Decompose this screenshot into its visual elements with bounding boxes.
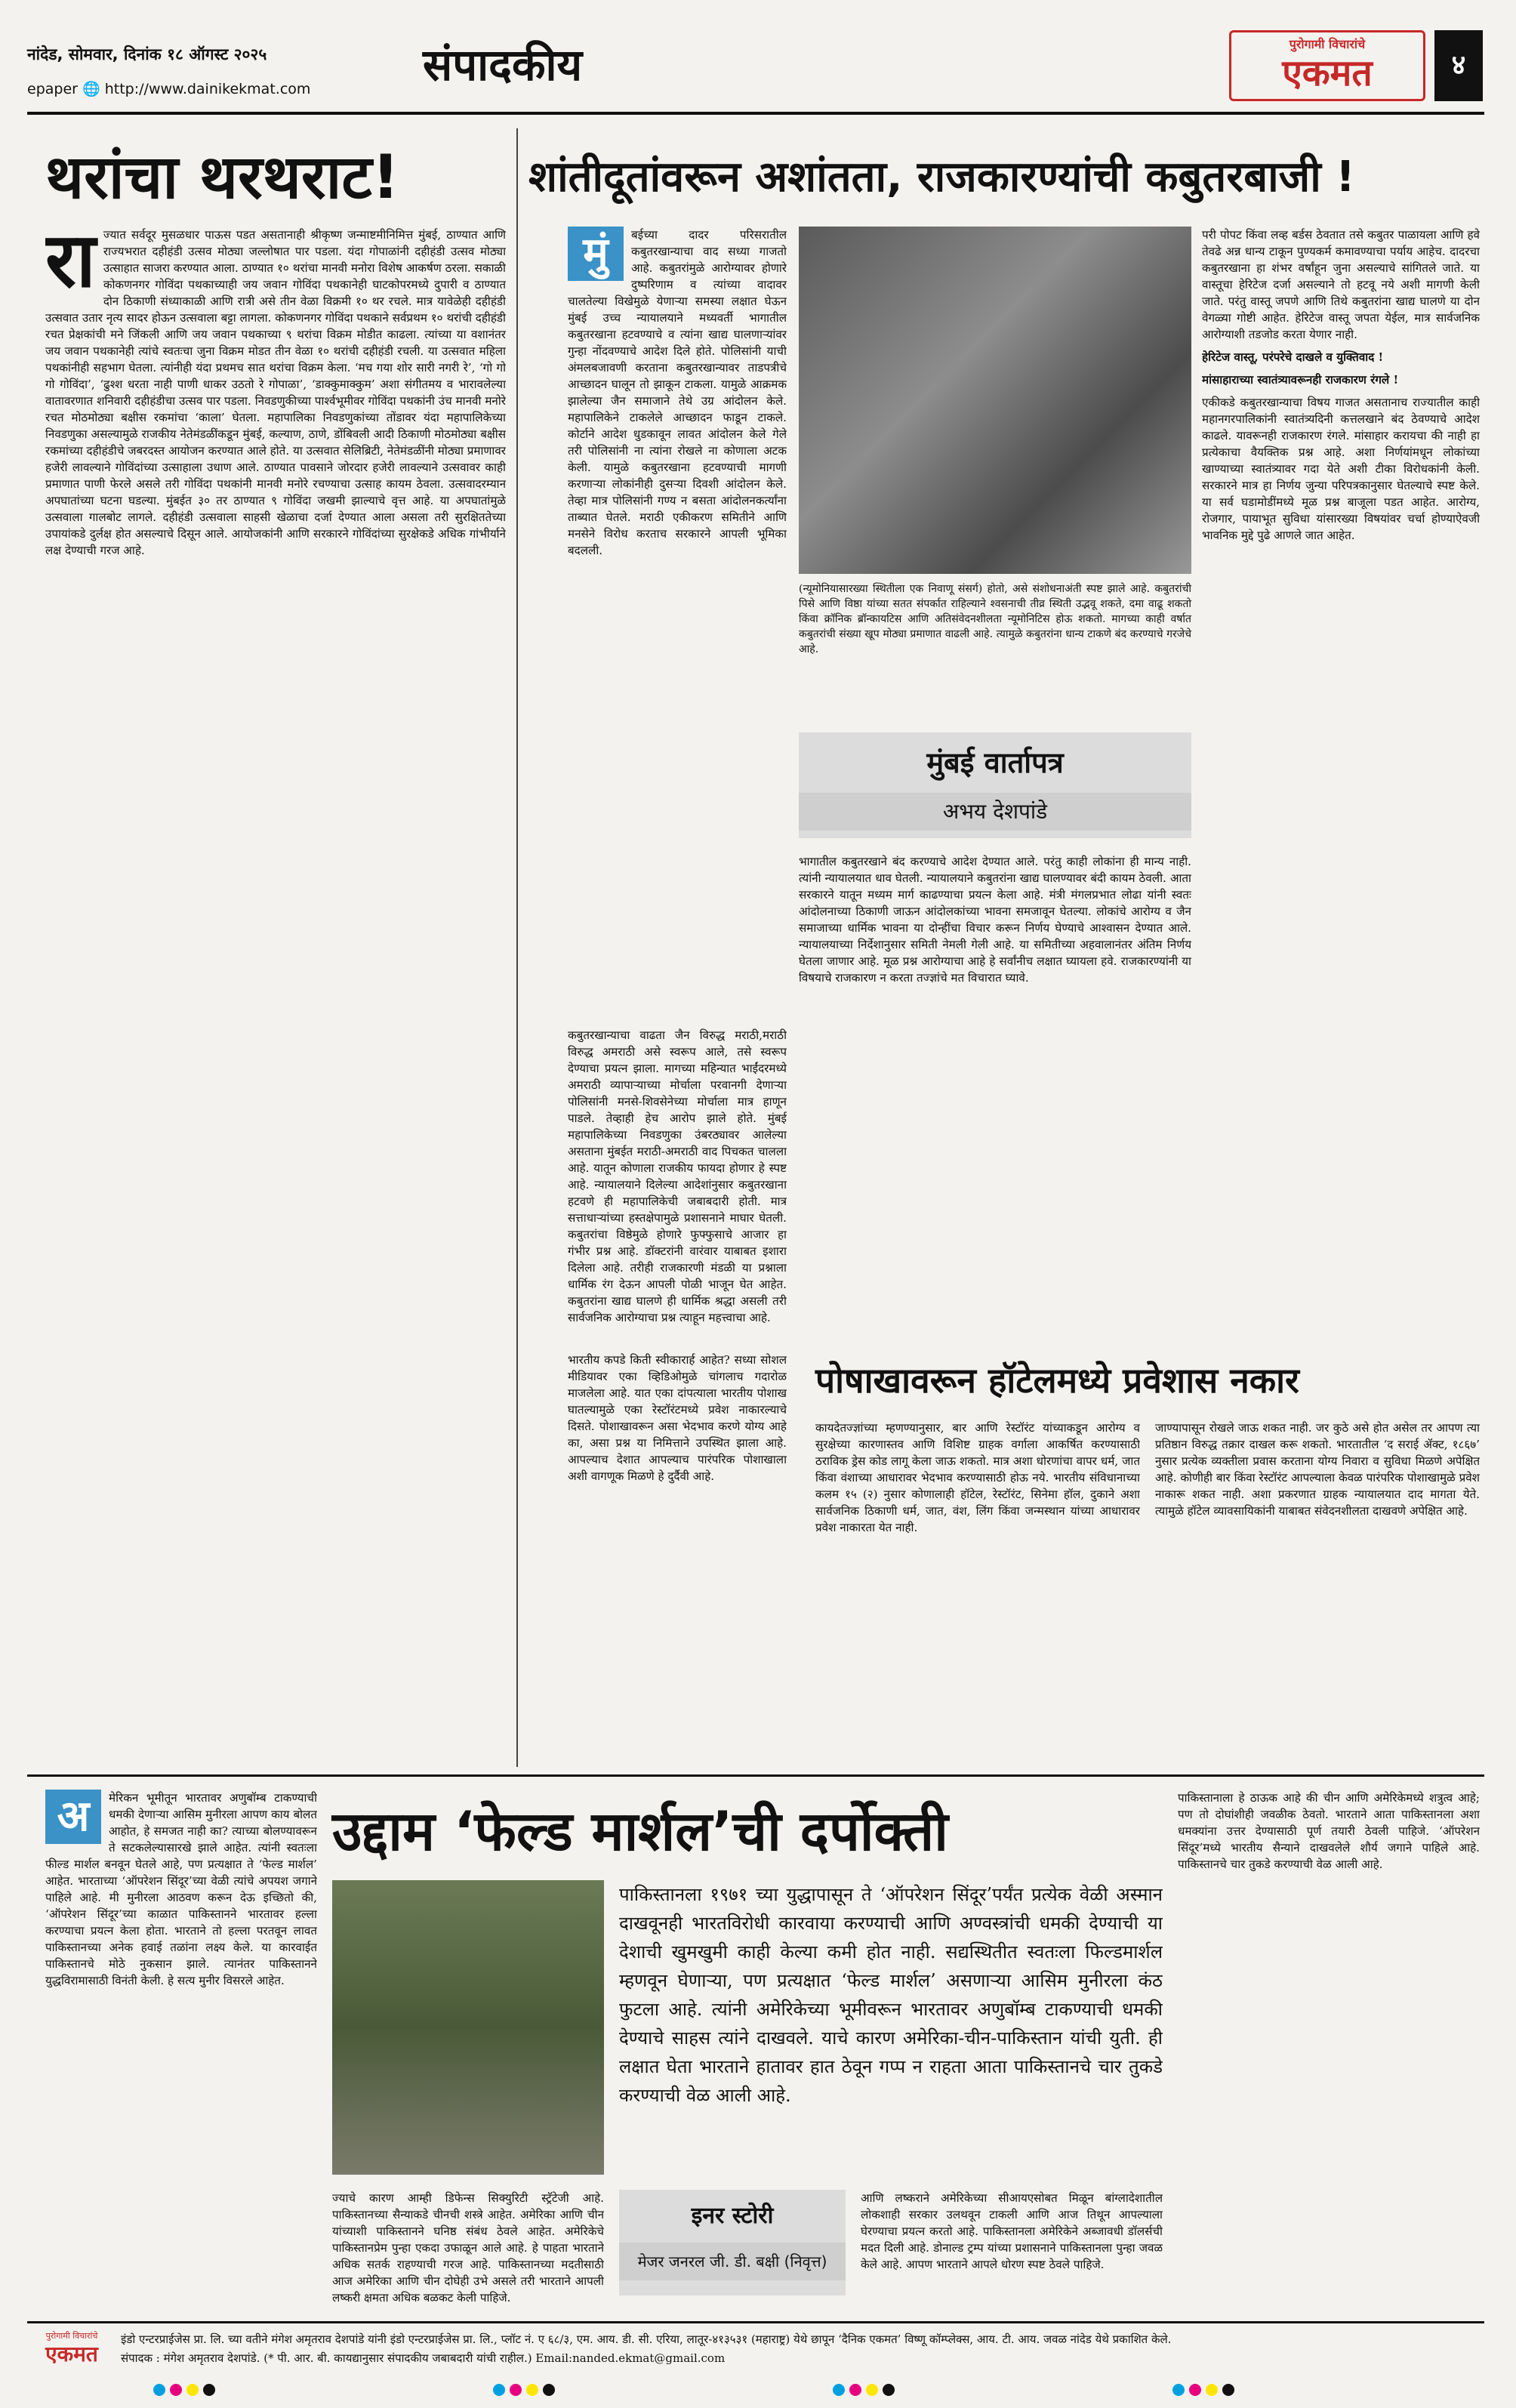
logo-name: एकमत [1282,52,1373,94]
editorial1-headline: थरांचा थरथराट! [45,142,400,212]
article4-intro [45,1790,317,2311]
editorial2-col4b-text: एकीकडे कबुतरखान्याचा विषय गाजत असतानाच राज्यातील काही महानगरपालिकांनी स्वातंत्र्यदिनी कत्तलखाने बंद ठेवण्याचे आदेश काढले. यावरूनही राजकारण रंगले. मांसाहार करायचा की नाही हा प्रत्येकाचा वैयक्तिक प्रश्न आहे. अशा निर्णयांमधून लोकांच्या खाण्याच्या स्वातंत्र्यावर गदा येते अशी टीका विरोधकांनी केली. सरकारने मात्र हा निर्णय जुन्या परिपत्रकानुसार घेतल्याचे स्पष्ट केले. या सर्व घडामोडींमध्ये मूळ प्रश्न बाजूला पडत आहेत. आरोग्य, रोजगार, पायाभूत सुविधा यांसारख्या विषयांवर चर्चा होण्याऐवजी भावनिक मुद्दे पुढे आणले जात आहेत. [1202,396,1480,542]
editorial2-col3-text: भागातील कबुतरखाने बंद करण्याचे आदेश देण्यात आले. परंतु काही लोकांना ही मान्य नाही. त्यांनी न्यायालयात धाव घेतली. न्यायालयाने कबुतरांना खाद्य घालण्यावर बंदी कायम ठेवली. आता सरकारने यातून मध्यम मार्ग काढण्याचा प्रयत्न केला आहे. मंत्री मंगलप्रभात लोढा यांनी स्वतः आंदोलनाच्या ठिकाणी जाऊन आंदोलकांच्या भावना समजावून घेतल्या. लोकांचे आरोग्य व जैन समाजाच्या धार्मिक भावना या दोन्हींचा विचार करून निर्णय घेण्याचे आश्वासन देण्यात आले. न्यायालयाच्या निर्देशानुसार समिती नेमली गेली आहे. या समितीच्या अहवालानंतर अंतिम निर्णय घेतला जाणार आहे. मूळ प्रश्न आरोग्याचा आहे हे सर्वांनीच लक्षात घ्यायला हवे. राजकारण्यांनी या विषयाचे राजकारण न करता तज्ज्ञांचे मत विचारात घ्यावे. [799,855,1191,985]
article4-col2: ज्याचे कारण आम्ही डिफेन्स सिक्युरिटी स्ट्रॅटेजी आहे. पाकिस्तानच्या सैन्याकडे चीनची शस्त्रे आहेत. अमेरिका आणि चीन यांच्याशी पाकिस्तानने घनिष्ठ संबंध ठेवले आहेत. अमेरिकेचे पाकिस्तानप्रेम पुन्हा एकदा उफाळून आले आहे. हे पाहता भारताने अधिक सतर्क राहण्याची गरज आहे. पाकिस्तानच्या मदतीसाठी आज अमेरिका आणि चीन दोघेही उभे असले तरी भारताने आपली लष्करी क्षमता अधिक बळकट केली पाहिजे. [332,2191,604,2305]
article4-intro-text: मेरिकन भूमीतून भारतावर अणुबॉम्ब टाकण्याची धमकी देणाऱ्या आसिम मुनीरला आपण काय बोलत आहोत, हे समजत नाही का? त्याच्या बोलण्यावरून ते सटकलेल्यासारखे झाले आहेत. त्यांनी स्वतःला फील्ड मार्शल बनवून घेतले आहे, पण प्रत्यक्षात ते ‘फेल्ड मार्शल’ आहेत. भारताच्या ‘ऑपरेशन सिंदूर’च्या वेळी त्यांचे अपयश जगाने पाहिले आहे. [45,1791,317,1904]
footer-logo [30,2330,113,2373]
editorial1-text: ज्यात सर्वदूर मुसळधार पाऊस पडत असतानाही श्रीकृष्ण जन्माष्टमीनिमित्त मुंबई, ठाण्यात आणि राज्यभरात दहीहंडी उत्सव मोठ्या जल्लोषात पार पडला. यंदा गोपाळांनी दहीहंडी उत्सव मोठ्या उत्साहात साजरा करण्यात आला. ठाण्यात १० थरांचा मानवी मनोरा विशेष आकर्षण ठरला. सकाळी कोकणनगर गोविंदा पथकाच्याही जय जवान गोविंदा पथकानेही घाटकोपरमध्ये दुपारी व ठाण्यात दोन ठिकाणी संध्याकाळी आणि रात्री असे तीन वेळा विक्रमी १० थर रचले. मात्र यावेळेही दहीहंडी उत्सवात उतार नृत्य सादर होऊन उत्सवाला बट्टा लागला. कोकणनगर गोविंदा पथकाने सर्वप्रथम १० थरांची दहीहंडी रचत प्रेक्षकांची मने जिंकली आणि जय जवान पथकाच्या ९ थरांचा विक्रम मोडीत काढला. त्यांच्या या वशानंतर जय जवान पथकानेही त्यांचे स्वतःचा जुना विक्रम मोडत तीन वेळा १० थरांची दहीहंडी रचली. या उत्सवात महिला पथकांनीही सहभाग घेतला. त्यांनीही यंदा प्रथमच सात थरांचा विक्रम केला. ‘मच गया शोर सारी नगरी रे’, ‘गो गो गो गोविंदा’, ‘ढुश्श धरता नाही पाणी धाकर उठतो रे गोपाळा’, ‘डाक्कुमाक्कुम’ अशा संगीतमय व भारावलेल्या वातावरणात शनिवारी दहीहंडीचा उत्सव पार पडला. निवडणुकीच्या पार्श्वभूमीवर गोविंदा पथकांनी उंच मानवी मनोरे रचत मोठमोठ्या बक्षीस रकमांचा ‘काला’ घेतला. महापालिका निवडणुकांच्या तोंडावर यंदा महापालिकेच्या निवडणुका असल्यामुळे राजकीय नेतेमंडळींकडून मुंबई, कल्याण, ठाणे, डोंबिवली आदी ठिकाणी मोठमोठ्या बक्षीस रकमांच्या दहीहंडीचे जबरदस्त आयोजन करण्यात आले होते. या उत्सवात सेलिब्रिटी, नेतेमंडळींनी मोठ्या प्रमाणावर हजेरी लावल्याने गोविंदांच्या उत्साहाला उधाण आले. ठाण्यात पावसाने जोरदार हजेरी लावल्याने उत्सवावर काही प्रमाणात पाणी फेरले असले तरी गोविंदा पथकांनी मानवी मनोरे रचण्याचा उत्साह कायम ठेवला. उत्सवादरम्यान अपघातांच्या घटना घडल्या. मुंबईत ३० तर ठाण्यात ९ गोविंदा जखमी झाल्याचे वृत्त आहे. या अपघातांमुळे उत्सवाला गालबोट लागले. दहीहंडी उत्सवाला साहसी खेळाचा दर्जा देण्यात आला असला तरी सुरक्षिततेच्या उपायांकडे दुर्लक्ष होत असल्याचे दिसून आले. आयोजकांनी आणि सरकारने गोविंदांच्या सुरक्षेकडे अधिक गांभीर्याने लक्ष देण्याची गरज आहे. [45,228,506,557]
photo-caption: (न्यूमोनियासारख्या स्थितीला एक निवाणू संसर्ग) होतो, असे संशोधनाअंती स्पष्ट झाले आहे. कबुतरांची पिसे आणि विष्ठा यांच्या सतत संपर्कात राहिल्याने श्वसनाची तीव्र स्थिती उद्भवू शकते, दमा वाढू शकतो किंवा क्रॉनिक ब्रॉन्कायटिस आणि अतिसंवेदनशीलता न्यूमोनिटिस होऊ शकतो. मागच्या काही वर्षात कबुतरांची संख्या खूप मोठ्या प्रमाणात वाढली आहे. त्यामुळे कबुतरांना धान्य टाकणे बंद करण्याचे गरजेचे आहे. [799,583,1191,655]
col4-subheading2: मांसाहाराच्या स्वातंत्र्यावरूनही राजकारण रंगले ! [1202,373,1399,387]
footer-line1: इंडो एन्टरप्राईजेस प्रा. लि. च्या वतीने मंगेश अमृतराव देशपांडे यांनी इंडो एन्टरप्राईजेस प्रा. लि., प्लॉट नं. ए ६८/३, एम. आय. डी. सी. एरिया, लातूर-४१३५३१ (महाराष्ट्र) येथे छापून ‘दैनिक एकमत’ विष्णू कॉम्प्लेक्स, आय. टी. आय. जवळ नांदेड येथे प्रकाशित केले. [121,2332,1172,2346]
article3-col2: जाण्यापासून रोखले जाऊ शकत नाही. जर कुठे असे होत असेल तर आपण त्या प्रतिष्ठान विरुद्ध तक्रार दाखल करू शकतो. भारतातील ‘द सराई ॲक्ट, १८६७’ नुसार प्रत्येक व्यक्तीला प्रवास करताना योग्य निवारा व सुविधा मिळणे अपेक्षित आहे. कोणीही बार किंवा रेस्टॉरंट आपल्याला केवळ पारंपरिक पोशाखामुळे प्रवेश नाकारू शकत नाही. अशा प्रकरणात ग्राहक न्यायालयात दाद मागता येते. त्यामुळे हॉटेल व्यावसायिकांनी याबाबत संवेदनशीलता दाखवणे अपेक्षित आहे. [1155,1421,1480,1518]
article3-lead: भारतीय कपडे किती स्वीकारार्ह आहेत? सध्या सोशल मीडियावर एका व्हिडिओमुळे चांगलाच गदारोळ माजलेला आहे. यात एका दांपत्याला भारतीय पोशाख घातल्यामुळे एका रेस्टॉरंटमध्ये प्रवेश नाकारल्याचे दिसते. पोशाखावरून असा भेदभाव करणे योग्य आहे का, असा प्रश्न या निमित्ताने उपस्थित झाला आहे. आपल्याच देशात आपल्याच पारंपरिक पोशाखाला अशी वागणूक मिळणे हे दुर्दैवी आहे. [568,1353,787,1483]
column-divider [516,128,518,1767]
registration-marks [151,2382,1434,2399]
editorial2-col1-text: बईच्या दादर परिसरातील कबुतरखान्याचा वाद सध्या गाजतो आहे. कबुतरांमुळे आरोग्यावर होणारे दुष्परिणाम व त्यांच्या वादावर चालतेल्या विखेमुळे येणाऱ्या समस्या लक्षात घेऊन मुंबई उच्च न्यायालयाने मध्यवर्ती भागातील कबुतरखाना हटवण्याचे व त्यांना खाद्य घालणाऱ्यांवर गुन्हा नोंदवण्याचे आदेश दिले होते. पोलिसांनी याची अंमलबजावणी करताना कबुतरखान्यावर ताडपत्रीचे आच्छादन घालून तो झाकून टाकला. यामुळे आक्रमक झालेल्या जैन समाजाने तेथे उग्र आंदोलन केले. महापालिकेने टाकलेले आच्छादन फाडून टाकले. कोर्टाने आदेश धुडकावून लावत आंदोलन केले गेले तरी पोलिसांनी ना त्यांना रोखले ना कोणाला अटक केली. यामुळे कबुतरखाना हटवण्याची मागणी करणाऱ्या लोकांनीही दुसऱ्या दिवशी आंदोलन केले. तेव्हा मात्र पोलिसांनी गण्य न बसता आंदोलनकर्त्यांना ताब्यात घेतले. मराठी एकीकरण समितीने आणि मनसेने विरोध करताच सरकारने आपली भूमिका बदलली. [568,228,787,557]
column-author: अभय देशपांडे [799,793,1191,831]
article4-lead: पाकिस्तानला १९७१ च्या युद्धापासून ते ‘ऑपरेशन सिंदूर’पर्यंत प्रत्येक वेळी अस्मान दाखवूनही भारतविरोधी कारवाया करण्याची आणि अण्वस्त्रांची धमकी देण्याची या देशाची खुमखुमी काही केल्या कमी होत नाही. सद्यस्थितीत स्वतःला फिल्डमार्शल म्हणवून घेणाऱ्या, पण प्रत्यक्षात ‘फेल्ड मार्शल’ असणाऱ्या आसिम मुनीरला कंठ फुटला आहे. त्यांनी अमेरिकेच्या भूमीवरून भारतावर अणुबॉम्ब टाकण्याची धमकी देण्याचे साहस त्यांने दाखवले. याचे कारण अमेरिका-चीन-पाकिस्तान यांची युती. ही लक्षात घेता भारताने हातावर हात ठेवून गप्प न राहता आता पाकिस्तानचे चार तुकडे करण्याची वेळ आली आहे. [619,1884,1163,2106]
article4-headline: उद्दाम ‘फेल्ड मार्शल’ची दर्पोक्ती [332,1799,948,1863]
footer-logo-tag: पुरोगामी विचारांचे [45,2331,98,2341]
article4-dropcap: अ [45,1790,101,1844]
newspaper-logo [1229,30,1425,101]
article4-byline [619,2190,846,2295]
article4-col1-text: मी मुनीरला आठवण करून देऊ इच्छितो की, ‘ऑपरेशन सिंदूर’च्या काळात पाकिस्तानने भारतावर हल्ला करण्याचा प्रयत्न केला होता. भारताने तो हल्ला परतवून लावत पाकिस्तानच्या अनेक हवाई तळांना लक्ष्य केले. या कारवाईत पाकिस्तानचे मोठे नुकसान झाले. त्यानंतर पाकिस्तानने युद्धविरामासाठी विनंती केली. हे सत्य मुनीर विसरले आहेत. [45,1891,317,1987]
logo-tagline: पुरोगामी विचारांचे [1289,37,1366,51]
article4-col3: आणि लष्कराने अमेरिकेच्या सीआयएसोबत मिळून बांग्लादेशातील लोकशाही सरकार उलथवून टाकली आणि आज तिथून आपल्याला घेरण्याचा प्रयत्न करतो आहे. पाकिस्तानला अमेरिकेने अब्जावधी डॉलर्सची मदत दिली आहे. डोनाल्ड ट्रम्प यांच्या प्रशासनाने पाकिस्तानला पुन्हा जवळ केले आहे. आपण भारताने आपले धोरण स्पष्ट ठेवले पाहिजे. [861,2191,1163,2271]
editorial2-headline: शांतीदूतांवरून अशांतता, राजकारण्यांची कबुतरबाजी ! [528,153,1355,202]
col4-subheading: हेरिटेज वास्तू, परंपरेचे दाखले व युक्तिवाद ! [1202,350,1384,364]
editorial2-col4 [1202,227,1480,1329]
masthead-left [27,44,420,109]
editorial1-dropcap: रा [45,227,96,304]
epaper-line [27,80,420,97]
pigeons-photo [799,227,1191,574]
editorial1-body [45,227,506,1767]
footer-logo-name: एकमत [45,2342,98,2366]
editorial2-col2-text: कबुतरखान्याचा वाढता जैन विरुद्ध मराठी,मराठी विरुद्ध अमराठी असे स्वरूप आले, तसे स्वरूप देण्याचा प्रयत्न झाला. मागच्या महिन्यात भाईंदरमध्ये अमराठी व्यापाऱ्याच्या मोर्चाला परवानगी देणाऱ्या पोलिसांनी मनसे-शिवसेनेच्या मोर्चाला मात्र हाणून पाडले. तेव्हाही हेच आरोप झाले होते. मुंबई महापालिकेच्या निवडणुका उंबरठ्यावर आलेल्या असताना मुंबईत मराठी-अमराठी वाद पिचकत चालला आहे. यातून कोणाला राजकीय फायदा होणार हे स्पष्ट आहे. न्यायालयाने दिलेल्या आदेशांनुसार कबुतरखाना हटवणे ही महापालिकेची जबाबदारी होती. मात्र सत्ताधाऱ्यांच्या हस्तक्षेपामुळे प्रशासनाने माघार घेतली. कबुतरांचा विष्ठेमुळे होणारे फुफ्फुसाचे आजार हा गंभीर प्रश्न आहे. डॉक्टरांनी वारंवार याबाबत इशारा दिलेला आहे. तरीही राजकारणी मंडळी या प्रश्नाला धार्मिक रंग देऊन आपली पोळी भाजून घेत आहेत. कबुतरांना खाद्य घालणे ही धार्मिक श्रद्धा असली तरी सार्वजनिक आरोग्याचा प्रश्न त्याहून महत्त्वाचा आहे. [568,1028,787,1324]
editorial2-col3 [799,853,1191,1329]
footer-rule [27,2321,1484,2323]
page-number: ४ [1434,30,1483,101]
epaper-label: epaper [27,81,78,97]
article3-col1: कायदेतज्ज्ञांच्या म्हणण्यानुसार, बार आणि रेस्टॉरंट यांच्याकडून आरोग्य व सुरक्षेच्या कारणास्तव आणि विशिष्ट ग्राहक वर्गाला आकर्षित करण्यासाठी ठराविक ड्रेस कोड लागू केला जाऊ शकतो. मात्र अशा धोरणांचा वापर धर्म, जात किंवा वंशाच्या आधारावर भेदभाव करण्यासाठी होऊ नये. भारतीय संविधानाच्या कलम १५ (२) नुसार कोणालाही हॉटेल, रेस्टॉरंट, सिनेमा हॉल, दुकाने अशा सार्वजनिक ठिकाणी धर्म, जात, वंश, लिंग किंवा जन्मस्थान यांच्या आधारावर प्रवेश नाकारता येत नाही. [815,1421,1140,1534]
article4-author: मेजर जनरल जी. डी. बक्षी (निवृत्त) [619,2243,846,2280]
epaper-url[interactable]: http://www.dainikekmat.com [104,81,311,97]
globe-icon: 🌐 [82,81,100,97]
article3-headline: पोषाखावरून हॉटेलमध्ये प्रवेशास नकार [815,1360,1299,1401]
section-title: संपादकीय [423,39,583,91]
dateline: नांदेड, सोमवार, दिनांक १८ ऑगस्ट २०२५ [27,45,267,63]
editorial2-col4-text: परी पोपट किंवा लव्ह बर्डस ठेवतात तसे कबुतर पाळायला आणि हवे तेवढे अन्न धान्य टाकून पुण्यकर्म कमावण्याचा पर्याय आहेच. दादरचा कबुतरखाना हा शंभर वर्षांहून जुना असल्याचे सांगितले जाते. या वास्तूचा हेरिटेज दर्जा असल्याने तो हटवू नये अशी मागणी केली जाते. परंतु वास्तू जपणे आणि तिथे कबुतरांना खाद्य घालणे या दोन वेगळ्या गोष्टी आहेत. हेरिटेज वास्तू जपता येईल, मात्र सार्वजनिक आरोग्याशी तडजोड करता येणार नाही. [1202,228,1480,341]
footer-imprint [121,2330,1465,2373]
article4-col4: पाकिस्तानाला हे ठाऊक आहे की चीन आणि अमेरिकेमध्ये शत्रुत्व आहे; पण तो दोघांशीही जवळीक ठेवतो. भारताने आता पाकिस्तानला अशा धमक्यांना उत्तर देण्यासाठी पूर्ण तयारी ठेवली पाहिजे. ‘ऑपरेशन सिंदूर’मध्ये भारतीय सैन्याने दाखवलेले शौर्य जगाने पाहिले आहे. पाकिस्तानचे चार तुकडे करण्याची वेळ आली आहे. [1178,1791,1480,1871]
column-byline [799,732,1191,838]
masthead-rule [27,112,1484,115]
footer-line2: संपादक : मंगेश अमृतराव देशपांडे. (* पी. आर. बी. कायद्यानुसार संपादकीय जबाबदारी यांची राहील.) Email:nanded.ekmat@gmail.com [121,2351,726,2365]
general-photo [332,1880,604,2175]
editorial2-col1 [568,227,787,1012]
article4-column-name: इनर स्टोरी [691,2203,774,2229]
section-divider [27,1774,1484,1777]
editorial2-dropcap: मुं [568,227,624,281]
column-name: मुंबई वार्तापत्र [926,746,1064,779]
